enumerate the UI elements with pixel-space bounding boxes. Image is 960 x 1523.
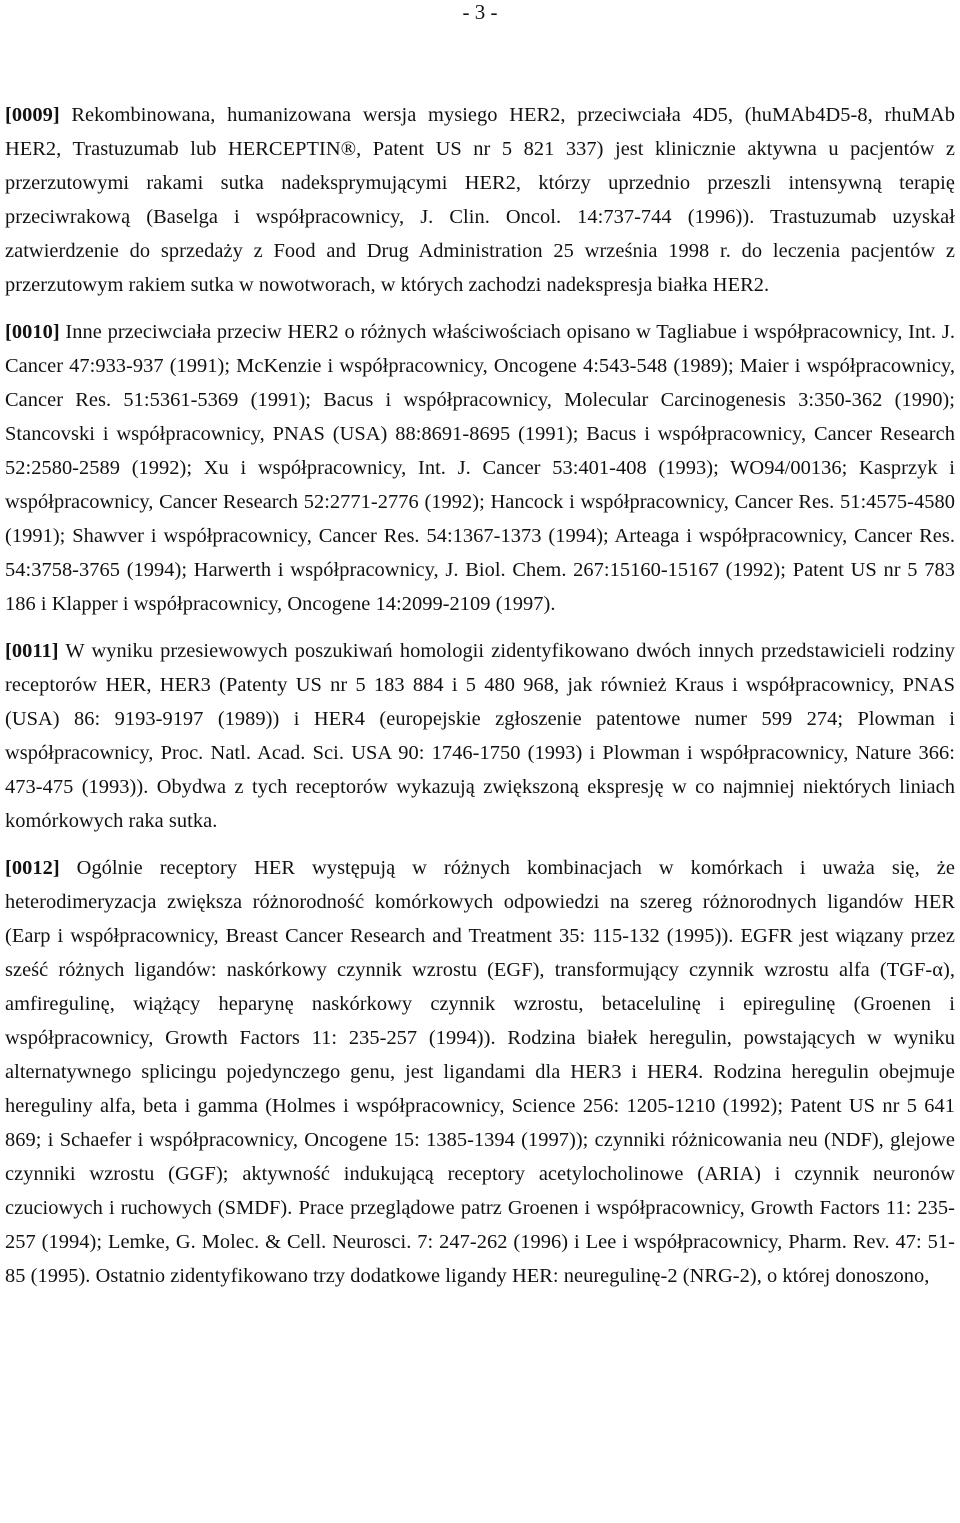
- paragraph-text: Inne przeciwciała przeciw HER2 o różnych właściwościach opisano w Tagliabue i współpracownicy, Int. J. Cancer 47:933-937 (1991); McKenzie i współpracownicy, Oncogene 4:543-548 (1989); Maier i współpracownicy, Cancer Res. 51:5361-5369 (1991); Bacus i współpracownicy, Molecular Carcinogenesis 3:350-362 (1990); Stancovski i współpracownicy, PNAS (USA) 88:8691-8695 (1991); Bacus i współpracownicy, Cancer Research 52:2580-2589 (1992); Xu i współpracownicy, Int. J. Cancer 53:401-408 (1993); WO94/00136; Kasprzyk i współpracownicy, Cancer Research 52:2771-2776 (1992); Hancock i współpracownicy, Cancer Res. 51:4575-4580 (1991); Shawver i współpracownicy, Cancer Res. 54:1367-1373 (1994); Arteaga i współpracownicy, Cancer Res. 54:3758-3765 (1994); Harwerth i współpracownicy, J. Biol. Chem. 267:15160-15167 (1992); Patent US nr 5 783 186 i Klapper i współpracownicy, Oncogene 14:2099-2109 (1997).: [5, 321, 955, 615]
- paragraph-number: [0011]: [5, 640, 59, 662]
- paragraph-0012: [5, 851, 955, 1293]
- paragraph-text: Ogólnie receptory HER występują w różnych kombinacjach w komórkach i uważa się, że heterodimeryzacja zwiększa różnorodność komórkowych odpowiedzi na szereg różnorodnych ligandów HER (Earp i współpracownicy, Breast Cancer Research and Treatment 35: 115-132 (1995)). EGFR jest wiązany przez sześć różnych ligandów: naskórkowy czynnik wzrostu (EGF), transformujący czynnik wzrostu alfa (TGF-α), amfiregulinę, wiążący heparynę naskórkowy czynnik wzrostu, betacelulinę i epiregulinę (Groenen i współpracownicy, Growth Factors 11: 235-257 (1994)). Rodzina białek heregulin, powstających w wyniku alternatywnego splicingu pojedynczego genu, jest ligandami dla HER3 i HER4. Rodzina heregulin obejmuje hereguliny alfa, beta i gamma (Holmes i współpracownicy, Science 256: 1205-1210 (1992); Patent US nr 5 641 869; i Schaefer i współpracownicy, Oncogene 15: 1385-1394 (1997)); czynniki różnicowania neu (NDF), glejowe czynniki wzrostu (GGF); aktywność indukującą receptory acetylocholinowe (ARIA) i czynnik neuronów czuciowych i ruchowych (SMDF). Prace przeglądowe patrz Groenen i współpracownicy, Growth Factors 11: 235-257 (1994); Lemke, G. Molec. & Cell. Neurosci. 7: 247-262 (1996) i Lee i współpracownicy, Pharm. Rev. 47: 51-85 (1995). Ostatnio zidentyfikowano trzy dodatkowe ligandy HER: neuregulinę-2 (NRG-2), o której donoszono,: [5, 857, 955, 1287]
- paragraph-0010: [5, 315, 955, 621]
- paragraph-number: [0010]: [5, 321, 60, 343]
- paragraph-text: Rekombinowana, humanizowana wersja mysiego HER2, przeciwciała 4D5, (huMAb4D5-8, rhuMAb HER2, Trastuzumab lub HERCEPTIN®, Patent US nr 5 821 337) jest klinicznie aktywna u pacjentów z przerzutowymi rakami sutka nadeksprymującymi HER2, którzy uprzednio przeszli intensywną terapię przeciwrakową (Baselga i współpracownicy, J. Clin. Oncol. 14:737-744 (1996)). Trastuzumab uzyskał zatwierdzenie do sprzedaży z Food and Drug Administration 25 września 1998 r. do leczenia pacjentów z przerzutowym rakiem sutka w nowotworach, w których zachodzi nadekspresja białka HER2.: [5, 104, 955, 296]
- page-number: - 3 -: [462, 0, 498, 24]
- paragraph-number: [0012]: [5, 857, 60, 879]
- paragraph-0009: [5, 98, 955, 302]
- paragraph-0011: [5, 634, 955, 838]
- document-body: [5, 98, 955, 1306]
- paragraph-text: W wyniku przesiewowych poszukiwań homologii zidentyfikowano dwóch innych przedstawicieli rodziny receptorów HER, HER3 (Patenty US nr 5 183 884 i 5 480 968, jak również Kraus i współpracownicy, PNAS (USA) 86: 9193-9197 (1989)) i HER4 (europejskie zgłoszenie patentowe numer 599 274; Plowman i współpracownicy, Proc. Natl. Acad. Sci. USA 90: 1746-1750 (1993) i Plowman i współpracownicy, Nature 366: 473-475 (1993)). Obydwa z tych receptorów wykazują zwiększoną ekspresję w co najmniej niektórych liniach komórkowych raka sutka.: [5, 640, 955, 832]
- paragraph-number: [0009]: [5, 104, 60, 126]
